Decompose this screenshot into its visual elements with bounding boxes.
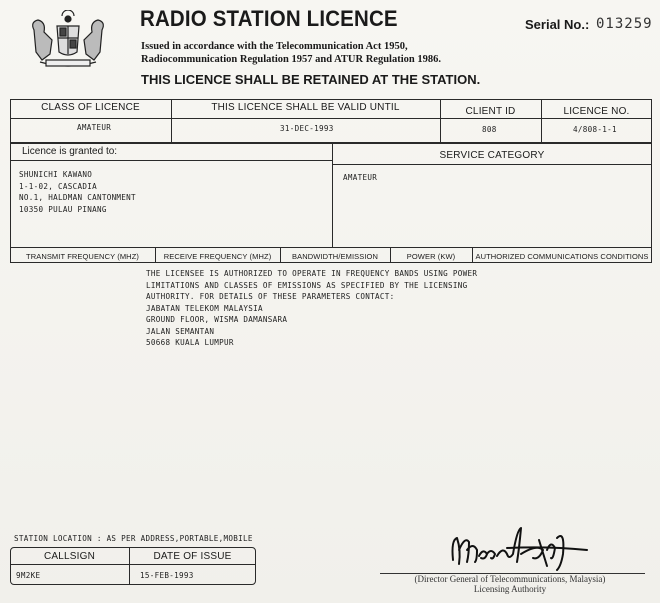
client-id-header: CLIENT ID [465, 106, 516, 117]
authorized-conditions-header: AUTHORIZED COMMUNICATIONS CONDITIONS [475, 252, 649, 261]
grantee-name: SHUNICHI KAWANO [19, 170, 93, 179]
service-category-value: AMATEUR [343, 173, 378, 182]
service-category-header: SERVICE CATEGORY [439, 150, 545, 161]
transmit-frequency-header: TRANSMIT FREQUENCY (MHZ) [26, 252, 139, 261]
note-line: JABATAN TELEKOM MALAYSIA [146, 303, 263, 313]
retain-notice: THIS LICENCE SHALL BE RETAINED AT THE STATION. [141, 72, 481, 87]
signature-caption [410, 574, 610, 594]
note-line: 50668 KUALA LUMPUR [146, 338, 234, 347]
valid-until-header: THIS LICENCE SHALL BE VALID UNTIL [211, 102, 400, 113]
bandwidth-emission-header: BANDWIDTH/EMISSION [292, 252, 378, 261]
serial-number: 013259 [596, 16, 653, 32]
callsign-value: 9M2KE [16, 571, 41, 580]
client-id-value: 808 [482, 125, 497, 134]
licence-no-header: LICENCE NO. [563, 106, 630, 117]
signatory-title: (Director General of Telecommunications, Malaysia) [414, 574, 606, 584]
note-line: THE LICENSEE IS AUTHORIZED TO OPERATE IN FREQUENCY BANDS USING POWER [146, 269, 478, 278]
date-of-issue-value: 15-FEB-1993 [140, 571, 194, 580]
note-line: GROUND FLOOR, WISMA DAMANSARA [146, 315, 288, 324]
address-line-2: NO.1, HALDMAN CANTONMENT [19, 193, 136, 202]
note-line: LIMITATIONS AND CLASSES OF EMISSIONS AS SPECIFIED BY THE LICENSING [146, 280, 468, 290]
page-title: RADIO STATION LICENCE [140, 6, 398, 31]
note-line: AUTHORITY. FOR DETAILS OF THESE PARAMETERS CONTACT: [146, 292, 395, 301]
licence-no-value: 4/808-1-1 [573, 125, 617, 134]
legal-subtitle: Issued in accordance with the Telecommunication Act 1950, Radiocommunication Regulation 1957 and ATUR Regulation 1986. [141, 41, 441, 65]
grantee-address [19, 169, 136, 215]
granted-to-label: Licence is granted to: [22, 146, 118, 157]
date-of-issue-header: DATE OF ISSUE [153, 551, 232, 562]
serial-label: Serial No.: [525, 17, 590, 32]
address-line-1: 1-1-02, CASCADIA [19, 181, 97, 191]
director-signature-icon [447, 520, 607, 575]
note-line: JALAN SEMANTAN [146, 326, 215, 336]
address-line-3: 10350 PULAU PINANG [19, 204, 107, 214]
callsign-header: CALLSIGN [43, 551, 96, 562]
power-header: POWER (KW) [406, 252, 456, 261]
licence-conditions-text [146, 268, 477, 349]
signatory-role: Licensing Authority [473, 584, 547, 594]
valid-until-value: 31-DEC-1993 [280, 124, 334, 133]
receive-frequency-header: RECEIVE FREQUENCY (MHZ) [163, 252, 272, 261]
station-location: STATION LOCATION : AS PER ADDRESS,PORTABLE,MOBILE [14, 534, 253, 543]
class-of-licence-header: CLASS OF LICENCE [41, 102, 140, 113]
class-of-licence-value: AMATEUR [77, 123, 112, 132]
malaysia-coat-of-arms-icon [22, 10, 114, 72]
